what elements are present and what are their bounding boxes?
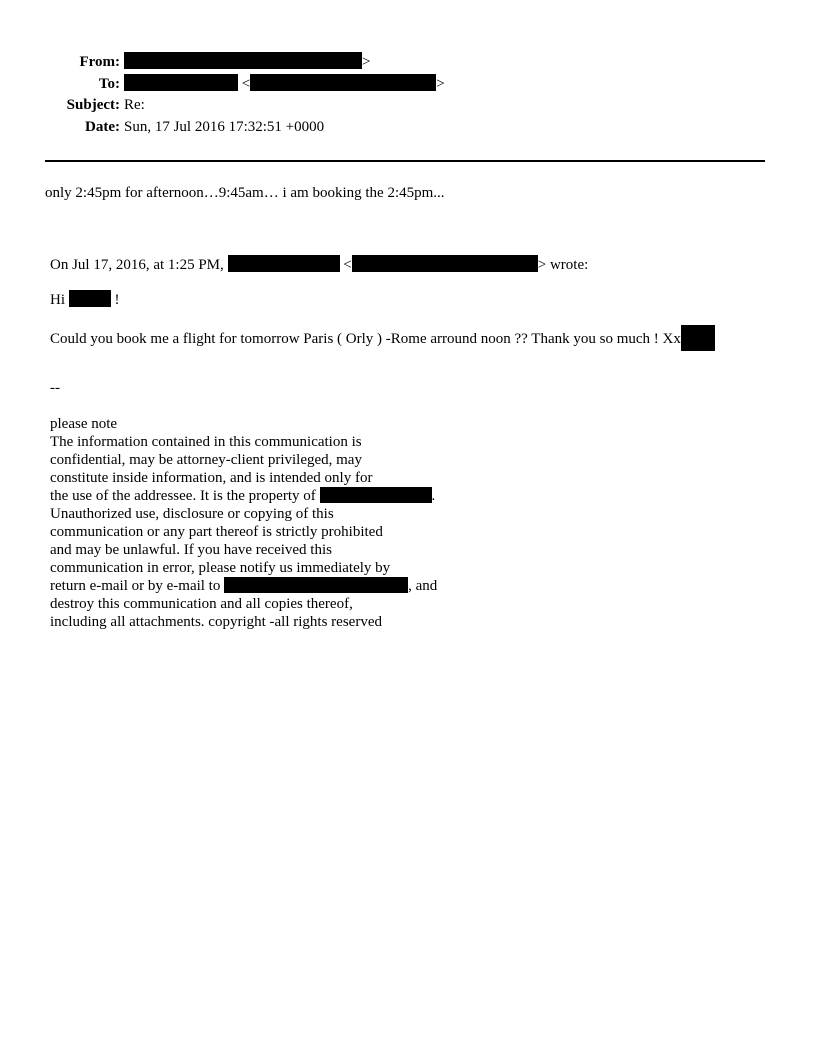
date-value: Sun, 17 Jul 2016 17:32:51 +0000 bbox=[124, 118, 325, 135]
redacted-block bbox=[320, 487, 432, 503]
subject-value: Re: bbox=[124, 97, 145, 113]
disclaimer-text: . bbox=[431, 488, 436, 504]
quote-intro-text: On Jul 17, 2016, at 1:25 PM, bbox=[50, 257, 224, 273]
disclaimer-line: communication or any part thereof is strictly prohibited bbox=[50, 524, 383, 540]
greeting-end: ! bbox=[114, 292, 120, 308]
to-label: To: bbox=[98, 75, 120, 92]
date-row bbox=[50, 117, 445, 139]
header-divider bbox=[45, 160, 765, 162]
quote-intro-wrote: > wrote: bbox=[537, 257, 589, 273]
redacted-block bbox=[69, 290, 111, 307]
disclaimer-line: Unauthorized use, disclosure or copying of this bbox=[50, 506, 334, 522]
quote-intro bbox=[50, 255, 588, 274]
quote-intro-lt: < bbox=[343, 257, 352, 273]
disclaimer-line: please note bbox=[50, 416, 118, 432]
disclaimer-line: The information contained in this communication is bbox=[50, 434, 362, 450]
greeting-line bbox=[50, 290, 120, 309]
from-suffix: > bbox=[362, 54, 371, 70]
disclaimer-line bbox=[50, 487, 437, 505]
disclaimer-line: including all attachments. copyright -all rights reserved bbox=[50, 614, 382, 630]
disclaimer-line: and may be unlawful. If you have received this bbox=[50, 542, 332, 558]
request-line bbox=[50, 325, 715, 351]
reply-text: only 2:45pm for afternoon…9:45am… i am booking the 2:45pm... bbox=[45, 185, 445, 201]
from-row bbox=[50, 52, 445, 74]
to-row bbox=[50, 74, 445, 96]
greeting: Hi bbox=[50, 292, 65, 308]
disclaimer-line: constitute inside information, and is intended only for bbox=[50, 470, 373, 486]
redacted-block bbox=[224, 577, 408, 593]
disclaimer-text: , and bbox=[408, 578, 438, 594]
redacted-block bbox=[124, 74, 238, 91]
request-text: Could you book me a flight for tomorrow Paris ( Orly ) -Rome arround noon ?? Thank you so much ! Xx bbox=[50, 331, 681, 347]
redacted-block bbox=[228, 255, 340, 272]
to-mid: < bbox=[241, 75, 251, 92]
subject-row bbox=[50, 95, 445, 117]
disclaimer-text: the use of the addressee. It is the property of bbox=[50, 488, 316, 504]
disclaimer-line bbox=[50, 577, 437, 595]
from-label: From: bbox=[79, 54, 120, 70]
redacted-block bbox=[250, 74, 436, 91]
to-suffix: > bbox=[436, 75, 445, 92]
email-header bbox=[50, 52, 445, 138]
subject-label: Subject: bbox=[66, 97, 120, 113]
redacted-block bbox=[681, 325, 715, 351]
disclaimer-line: destroy this communication and all copies thereof, bbox=[50, 596, 353, 612]
disclaimer-line: communication in error, please notify us immediately by bbox=[50, 560, 391, 576]
disclaimer bbox=[50, 415, 437, 631]
date-label: Date: bbox=[85, 118, 120, 135]
redacted-block bbox=[352, 255, 538, 272]
signature-separator: -- bbox=[50, 380, 60, 396]
disclaimer-line: confidential, may be attorney-client privileged, may bbox=[50, 452, 362, 468]
disclaimer-text: return e-mail or by e-mail to bbox=[50, 578, 221, 594]
redacted-block bbox=[124, 52, 362, 69]
